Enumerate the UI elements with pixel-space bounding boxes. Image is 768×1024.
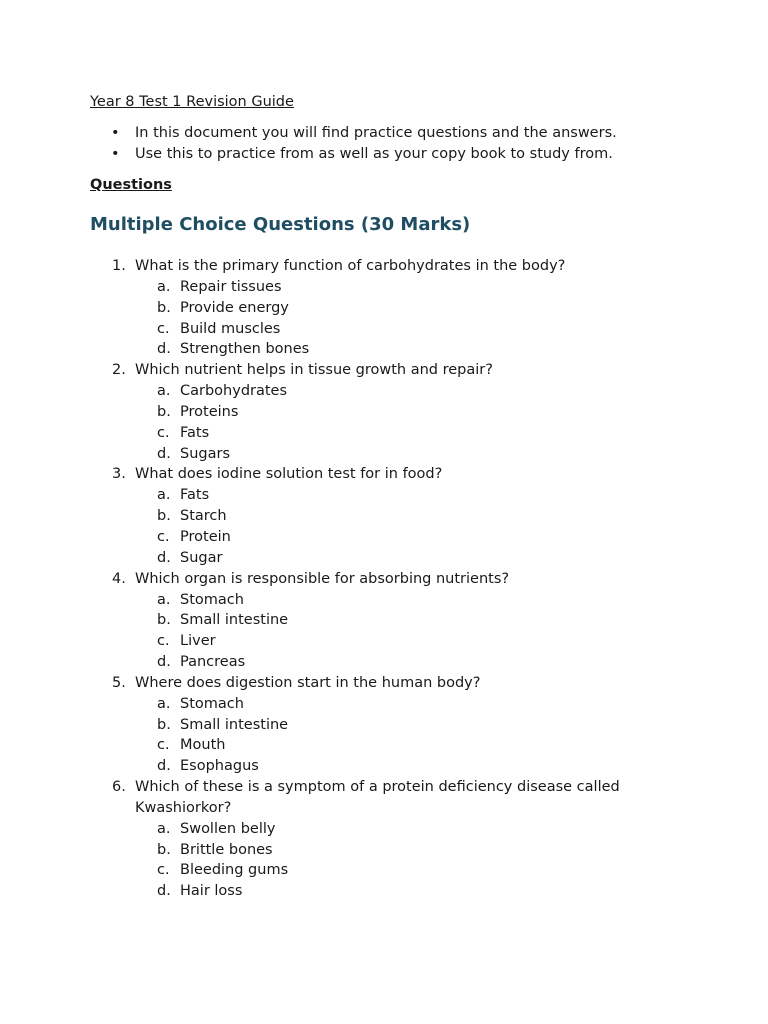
option-item bbox=[135, 444, 690, 465]
option-item bbox=[135, 548, 690, 569]
option-letter: a. bbox=[157, 591, 171, 608]
option-item bbox=[135, 402, 690, 423]
question-item bbox=[90, 673, 690, 777]
option-text: Proteins bbox=[180, 403, 239, 420]
bullet-item bbox=[90, 123, 617, 144]
option-letter: c. bbox=[157, 528, 170, 545]
option-item bbox=[135, 715, 690, 736]
question-text: Which of these is a symptom of a protein deficiency disease called Kwashiorkor? bbox=[135, 779, 620, 816]
question-text: What does iodine solution test for in food? bbox=[135, 466, 443, 483]
question-number: 5. bbox=[112, 674, 126, 691]
option-item bbox=[135, 277, 690, 298]
option-text: Stomach bbox=[180, 695, 244, 712]
bullet-text: Use this to practice from as well as your copy book to study from. bbox=[135, 146, 613, 162]
option-letter: a. bbox=[157, 820, 171, 837]
option-text: Swollen belly bbox=[180, 820, 276, 837]
option-letter: b. bbox=[157, 403, 171, 420]
bullet-text: In this document you will find practice questions and the answers. bbox=[135, 125, 617, 141]
option-text: Sugars bbox=[180, 445, 230, 462]
questions-label: Questions bbox=[90, 177, 172, 193]
option-text: Carbohydrates bbox=[180, 383, 288, 400]
option-item bbox=[135, 735, 690, 756]
bullet-item bbox=[90, 144, 617, 165]
option-list bbox=[135, 694, 690, 777]
question-item bbox=[90, 464, 690, 568]
option-text: Fats bbox=[180, 424, 210, 441]
option-letter: d. bbox=[157, 758, 171, 775]
option-text: Sugar bbox=[180, 549, 223, 566]
bullet-icon: • bbox=[111, 125, 120, 141]
question-item bbox=[90, 360, 690, 464]
option-text: Strengthen bones bbox=[180, 341, 310, 358]
option-text: Small intestine bbox=[180, 716, 289, 733]
option-text: Esophagus bbox=[180, 758, 259, 775]
option-text: Bleeding gums bbox=[180, 862, 289, 879]
option-text: Hair loss bbox=[180, 883, 243, 900]
option-item bbox=[135, 423, 690, 444]
option-letter: c. bbox=[157, 320, 170, 337]
option-item bbox=[135, 881, 690, 902]
option-item bbox=[135, 319, 690, 340]
option-letter: a. bbox=[157, 487, 171, 504]
option-item bbox=[135, 527, 690, 548]
option-text: Small intestine bbox=[180, 612, 289, 629]
question-text: Which nutrient helps in tissue growth and repair? bbox=[135, 362, 493, 379]
option-list bbox=[135, 381, 690, 464]
option-letter: b. bbox=[157, 841, 171, 858]
question-number: 2. bbox=[112, 362, 126, 379]
option-letter: b. bbox=[157, 508, 171, 525]
option-letter: c. bbox=[157, 862, 170, 879]
question-item bbox=[90, 777, 690, 902]
question-number: 4. bbox=[112, 570, 126, 587]
option-item bbox=[135, 590, 690, 611]
question-item bbox=[90, 256, 690, 360]
option-item bbox=[135, 694, 690, 715]
option-letter: a. bbox=[157, 278, 171, 295]
option-item bbox=[135, 298, 690, 319]
question-text: What is the primary function of carbohydrates in the body? bbox=[135, 258, 566, 274]
question-number: 1. bbox=[112, 258, 126, 274]
option-item bbox=[135, 860, 690, 881]
option-letter: b. bbox=[157, 299, 171, 316]
option-letter: a. bbox=[157, 383, 171, 400]
bullet-icon: • bbox=[111, 146, 120, 162]
option-text: Stomach bbox=[180, 591, 244, 608]
option-text: Protein bbox=[180, 528, 231, 545]
option-text: Liver bbox=[180, 633, 216, 650]
option-text: Fats bbox=[180, 487, 210, 504]
option-list bbox=[135, 590, 690, 673]
option-item bbox=[135, 485, 690, 506]
option-text: Provide energy bbox=[180, 299, 289, 316]
option-text: Repair tissues bbox=[180, 278, 282, 295]
option-text: Brittle bones bbox=[180, 841, 273, 858]
option-letter: d. bbox=[157, 883, 171, 900]
option-letter: d. bbox=[157, 341, 171, 358]
option-letter: d. bbox=[157, 445, 171, 462]
option-item bbox=[135, 381, 690, 402]
option-text: Starch bbox=[180, 508, 227, 525]
option-letter: d. bbox=[157, 654, 171, 671]
question-item bbox=[90, 569, 690, 673]
intro-bullet-list bbox=[90, 123, 617, 165]
option-item bbox=[135, 631, 690, 652]
option-letter: b. bbox=[157, 612, 171, 629]
option-letter: c. bbox=[157, 633, 170, 650]
option-item bbox=[135, 819, 690, 840]
option-text: Mouth bbox=[180, 737, 226, 754]
question-text: Where does digestion start in the human body? bbox=[135, 674, 481, 691]
option-letter: c. bbox=[157, 737, 170, 754]
question-text: Which organ is responsible for absorbing nutrients? bbox=[135, 570, 510, 587]
option-item bbox=[135, 339, 690, 360]
option-letter: b. bbox=[157, 716, 171, 733]
section-heading: Multiple Choice Questions (30 Marks) bbox=[90, 214, 471, 235]
option-item bbox=[135, 840, 690, 861]
option-item bbox=[135, 610, 690, 631]
option-letter: d. bbox=[157, 549, 171, 566]
question-number: 3. bbox=[112, 466, 126, 483]
option-item bbox=[135, 506, 690, 527]
option-list bbox=[135, 485, 690, 568]
option-list bbox=[135, 277, 690, 360]
question-number: 6. bbox=[112, 779, 126, 796]
option-text: Pancreas bbox=[180, 654, 246, 671]
option-item bbox=[135, 652, 690, 673]
option-item bbox=[135, 756, 690, 777]
option-letter: a. bbox=[157, 695, 171, 712]
option-letter: c. bbox=[157, 424, 170, 441]
document-title: Year 8 Test 1 Revision Guide bbox=[90, 94, 294, 110]
option-text: Build muscles bbox=[180, 320, 281, 337]
question-list bbox=[90, 256, 690, 902]
option-list bbox=[135, 819, 690, 902]
